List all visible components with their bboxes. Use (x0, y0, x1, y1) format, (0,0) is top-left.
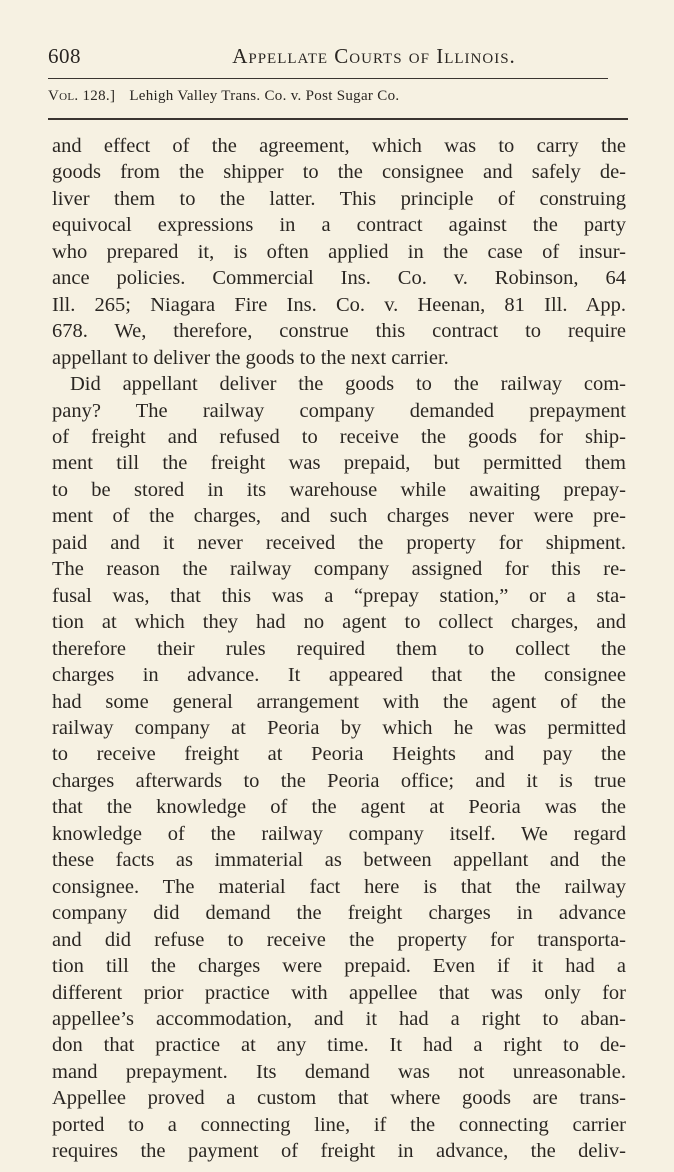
running-title: Appellate Courts of Illinois. (232, 44, 516, 68)
text-line: Ill. 265; Niagara Fire Ins. Co. v. Heenan, 81 Ill. App. (52, 293, 626, 316)
text-line: that the knowledge of the agent at Peoria was the (52, 796, 626, 819)
header-rule-bottom (48, 118, 628, 120)
case-caption (48, 88, 628, 110)
text-line: ment till the freight was prepaid, but permitted them (52, 452, 626, 475)
text-line: don that practice at any time. It had a right to de- (52, 1034, 626, 1057)
text-line: to receive freight at Peoria Heights and pay the (52, 743, 626, 766)
text-line: goods from the shipper to the consignee and safely de- (52, 161, 626, 184)
text-line: who prepared it, is often applied in the case of insur- (52, 240, 626, 263)
text-line: fusal was, that this was a “prepay station,” or a sta- (52, 584, 626, 607)
text-line: had some general arrangement with the agent of the (52, 690, 626, 713)
text-line: The reason the railway company assigned for this re- (52, 558, 626, 581)
case-name: Lehigh Valley Trans. Co. v. Post Sugar Co. (129, 88, 400, 104)
text-line: therefore their rules required them to collect the (52, 637, 626, 660)
text-line: equivocal expressions in a contract against the party (52, 214, 626, 237)
text-line: company did demand the freight charges in advance (52, 902, 626, 925)
text-line: these facts as immaterial as between appellant and the (52, 849, 626, 872)
text-line: of freight and refused to receive the goods for ship- (52, 425, 626, 448)
volume-label: Vol. 128.] (48, 88, 116, 104)
text-line: charges in advance. It appeared that the consignee (52, 664, 626, 687)
text-line: charges afterwards to the Peoria office; and it is true (52, 769, 626, 792)
text-line: railway company at Peoria by which he was permitted (52, 716, 626, 739)
text-line: ance policies. Commercial Ins. Co. v. Robinson, 64 (52, 267, 626, 290)
text-line: tion at which they had no agent to collect charges, and (52, 611, 626, 634)
text-line: ported to a connecting line, if the connecting carrier (52, 1113, 626, 1136)
text-line: different prior practice with appellee that was only for (52, 981, 626, 1004)
paragraph-2 (52, 371, 626, 1165)
text-line: Appellee proved a custom that where goods are trans- (52, 1087, 626, 1110)
text-line: pany? The railway company demanded prepayment (52, 399, 626, 422)
text-line: consignee. The material fact here is that the railway (52, 875, 626, 898)
text-line: liver them to the latter. This principle of construing (52, 187, 626, 210)
text-line: and did refuse to receive the property for transporta- (52, 928, 626, 951)
text-line: appellant to deliver the goods to the next carrier. (52, 346, 449, 369)
text-line: ment of the charges, and such charges never were pre- (52, 505, 626, 528)
text-line: and effect of the agreement, which was to carry the (52, 135, 626, 157)
text-line: to be stored in its warehouse while awaiting prepay- (52, 478, 626, 501)
text-line: knowledge of the railway company itself. We regard (52, 822, 626, 845)
text-line: requires the payment of freight in advance, the deliv- (52, 1140, 626, 1163)
text-line: mand prepayment. Its demand was not unreasonable. (52, 1060, 626, 1083)
page-header (48, 44, 628, 74)
paragraph-1 (52, 133, 626, 371)
text-line: paid and it never received the property for shipment. (52, 531, 626, 554)
body-text (52, 133, 626, 1165)
page-number: 608 (48, 44, 81, 68)
text-line: 678. We, therefore, construe this contract to require (52, 320, 626, 343)
text-line: tion till the charges were prepaid. Even if it had a (52, 955, 626, 978)
text-line: appellee’s accommodation, and it had a right to aban- (52, 1007, 626, 1030)
text-line: Did appellant deliver the goods to the railway com- (70, 373, 626, 396)
header-rule-top (48, 78, 608, 79)
